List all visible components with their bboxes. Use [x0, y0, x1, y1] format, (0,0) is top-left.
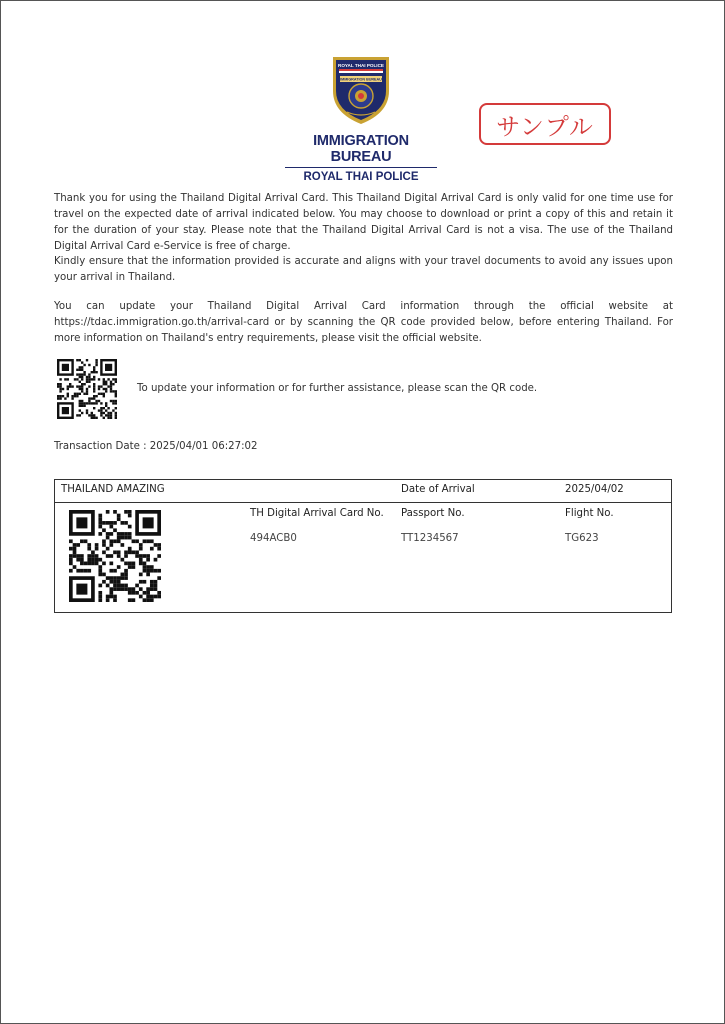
arrival-card-box [54, 479, 672, 613]
sample-stamp: サンプル [479, 103, 611, 145]
qr-instruction: To update your information or for further assistance, please scan the QR code. [137, 383, 538, 394]
intro-paragraph: Thank you for using the Thailand Digital Arrival Card. This Thailand Digital Arrival Card is only valid for one time use for travel on the expected date of arrival indicated below. You may choose to download or print a copy of this and retain it for the duration of your stay. Please note that the Thailand Digital Arrival Card is not a visa. The use of the Thailand Digital Arrival Card e-Service is free of charge. [54, 193, 673, 252]
bureau-title: IMMIGRATION BUREAU [313, 133, 409, 165]
transaction-label: Transaction Date : [54, 441, 147, 452]
update-paragraph: You can update your Thailand Digital Arrival Card information through the official website at https://tdac.immigration.go.th/arrival-card or by scanning the QR code provided below, before entering Thailand. For more information on Thailand's entry requirements, please visit the official website. [54, 301, 673, 344]
flight-value: TG623 [565, 533, 599, 544]
date-of-arrival-label: Date of Arrival [401, 484, 475, 495]
accuracy-paragraph: Kindly ensure that the information provided is accurate and aligns with your travel documents to avoid any issues upon your arrival in Thailand. [54, 256, 673, 283]
police-badge-icon [330, 51, 392, 127]
transaction-date [54, 441, 258, 452]
immigration-logo [281, 51, 441, 184]
traveller-name: THAILAND AMAZING [61, 484, 165, 495]
card-no-label: TH Digital Arrival Card No. [250, 508, 384, 519]
police-title: ROYAL THAI POLICE [303, 171, 419, 183]
passport-value: TT1234567 [401, 533, 459, 544]
title-divider [285, 167, 437, 168]
arrival-card-qr-code-icon [69, 510, 161, 602]
flight-label: Flight No. [565, 508, 614, 519]
badge-top-text: ROYAL THAI POLICE [338, 63, 384, 68]
card-no-value: 494ACB0 [250, 533, 297, 544]
update-qr-code-icon[interactable] [57, 359, 117, 419]
badge-ribbon-text: IMMIGRATION BUREAU [340, 77, 382, 82]
transaction-value: 2025/04/01 06:27:02 [149, 441, 258, 452]
date-of-arrival-value: 2025/04/02 [565, 484, 624, 495]
passport-label: Passport No. [401, 508, 465, 519]
